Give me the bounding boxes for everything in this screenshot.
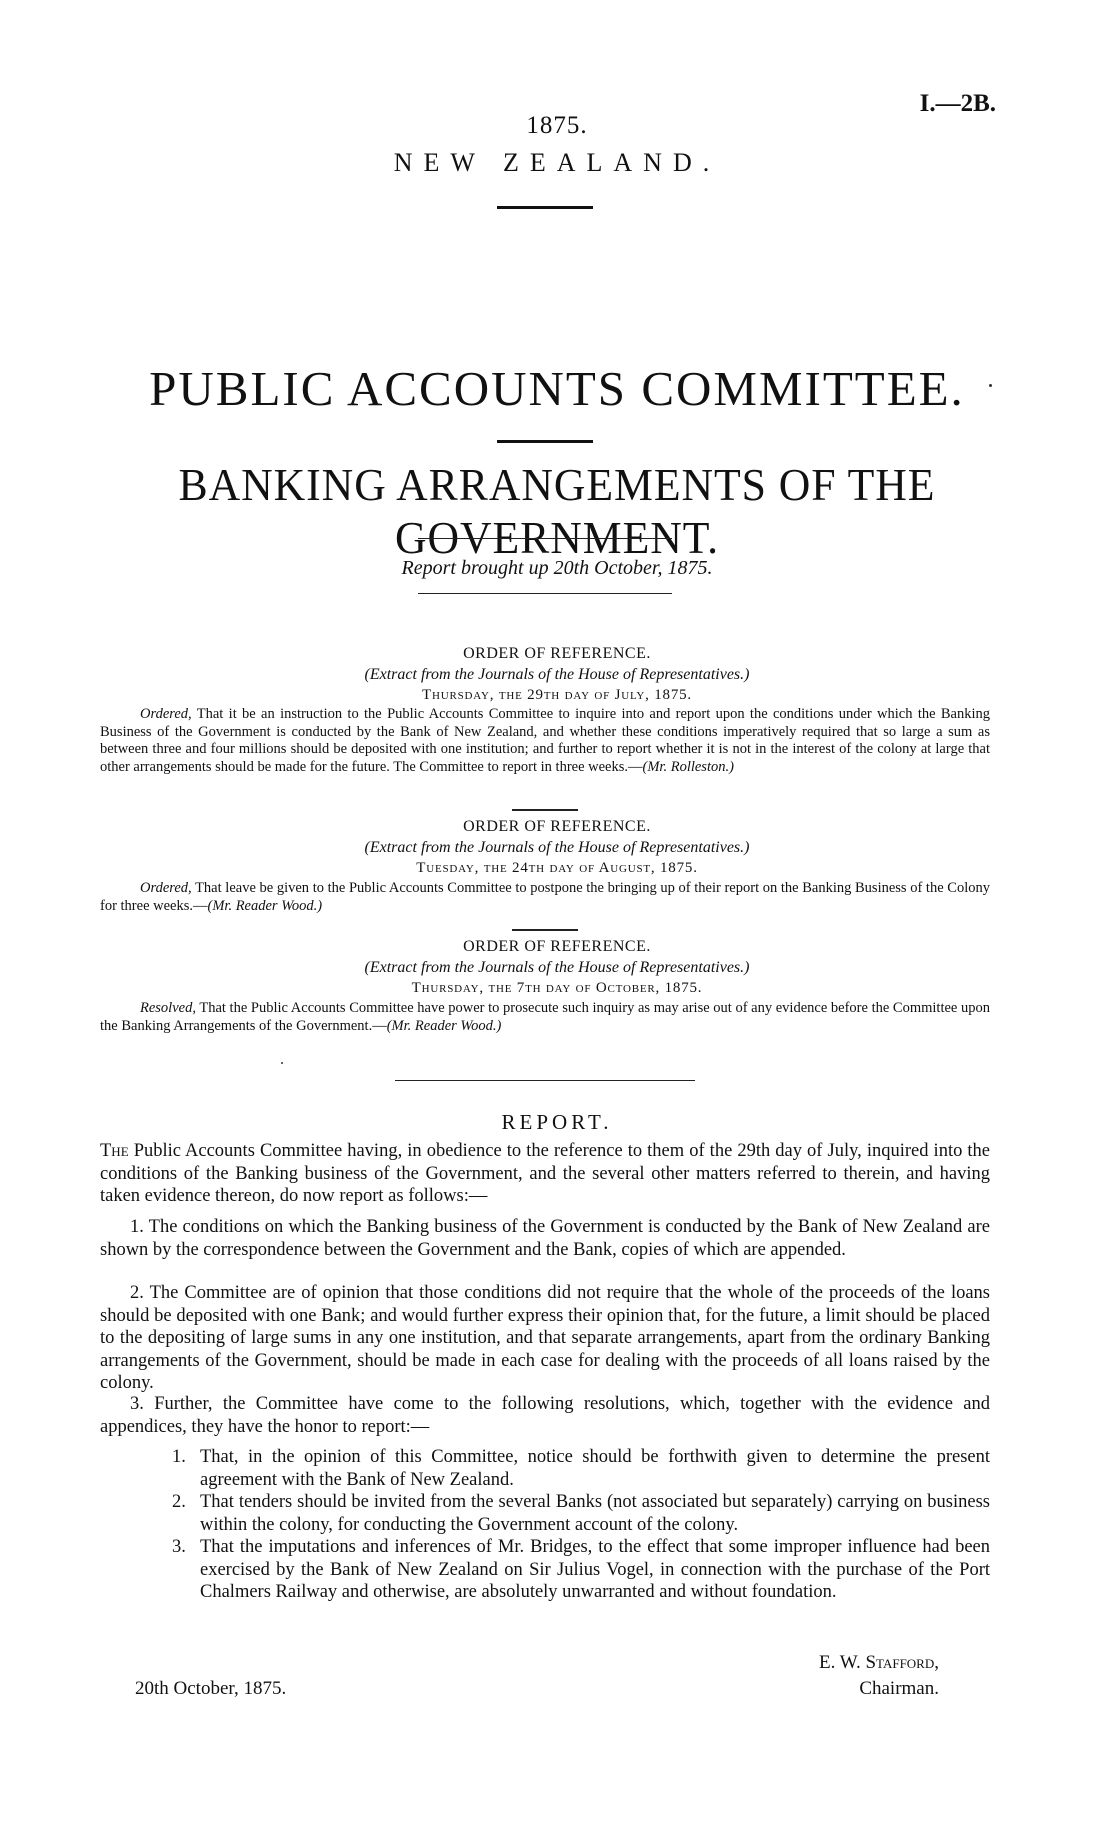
order-separator-1 xyxy=(512,809,578,811)
signature-title: Chairman. xyxy=(859,1678,939,1699)
order-extract-3: (Extract from the Journals of the House of Representatives.) xyxy=(364,959,750,976)
rule-below-report-line xyxy=(418,593,672,594)
order-mover-2: (Mr. Reader Wood.) xyxy=(207,897,323,914)
order-body-1: That it be an instruction to the Public Accounts Committee to inquire into and report upon the conditions under which the Banking Business of the Government is conducted by the Bank of New Zealand, and whether these conditions imperatively required that so large a sum as between three and four millions should be deposited with one institution; and further to report whether it is not in the interest of the colony at large that other arrangements should be made for the future. The Committee to report in three weeks.— xyxy=(100,706,990,775)
order-body-2: That leave be given to the Public Accounts Committee to postpone the bringing up of their report on the Banking Business of the Colony for three weeks.— xyxy=(100,880,990,914)
order-extract-1: (Extract from the Journals of the House of Representatives.) xyxy=(364,666,750,683)
order-text-1 xyxy=(100,706,990,776)
report-intro xyxy=(100,1140,990,1208)
resolution-text: That, in the opinion of this Committee, notice should be forthwith given to determine the present agreement with the Bank of New Zealand. xyxy=(200,1447,990,1490)
resolution-text: That the imputations and inferences of Mr. Bridges, to the effect that some improper influence had been exercised by the Bank of New Zealand on Sir Julius Vogel, in connection with the purchase of the Port Chalmers Railway and otherwise, are absolutely unwarranted and without foundation. xyxy=(200,1537,990,1602)
resolution-number: 1. xyxy=(172,1447,186,1467)
order-text-3 xyxy=(100,1000,990,1035)
resolution-number: 2. xyxy=(172,1492,186,1512)
paper-number: I.—2B. xyxy=(919,90,996,117)
section-rule xyxy=(395,1080,695,1081)
resolution-item xyxy=(172,1491,990,1536)
resolution-number: 3. xyxy=(172,1537,186,1557)
order-mover-3: (Mr. Reader Wood.) xyxy=(386,1017,502,1034)
report-intro-text: Public Accounts Committee having, in obedience to the reference to them of the 29th day of July, inquired into the conditions of the Banking business of the Government, and the several other matters referred to therein, and having taken evidence thereon, do now report as follows:— xyxy=(100,1141,991,1206)
resolution-text: That tenders should be invited from the several Banks (not associated but separately) carrying on business within the colony, for conducting the Government account of the colony. xyxy=(200,1492,990,1535)
order-lead-3: Resolved, xyxy=(140,1000,196,1016)
report-heading: REPORT. xyxy=(501,1110,613,1134)
report-brought-up-line xyxy=(0,557,1114,580)
report-brought-text: Report brought up 20th October, 1875. xyxy=(401,557,713,579)
resolution-item xyxy=(172,1446,990,1491)
order-lead-1: Ordered, xyxy=(140,706,192,722)
order-heading-2: ORDER OF REFERENCE. xyxy=(463,818,651,835)
order-extract-2: (Extract from the Journals of the House of Representatives.) xyxy=(364,839,750,856)
order-date-3: Thursday, the 7th day of October, 1875. xyxy=(411,980,703,996)
order-heading-1: ORDER OF REFERENCE. xyxy=(463,645,651,662)
title-rule xyxy=(497,440,593,443)
resolution-item xyxy=(172,1536,990,1604)
order-text-2 xyxy=(100,880,990,915)
report-date: 20th October, 1875. xyxy=(135,1678,287,1699)
resolutions-list xyxy=(172,1446,990,1604)
rule-above-report-line xyxy=(418,538,672,539)
header-rule xyxy=(497,206,593,209)
order-mover-1: (Mr. Rolleston.) xyxy=(642,758,734,775)
order-separator-2 xyxy=(512,929,578,931)
report-intro-lead: The xyxy=(100,1141,129,1161)
print-speck xyxy=(989,384,992,387)
sub-title: BANKING ARRANGEMENTS OF THE GOVERNMENT. xyxy=(178,459,936,563)
print-speck xyxy=(281,1062,283,1064)
order-heading-3: ORDER OF REFERENCE. xyxy=(463,938,651,955)
order-body-3: That the Public Accounts Committee have power to prosecute such inquiry as may arise out of any evidence before the Committee upon the Banking Arrangements of the Government.— xyxy=(100,1000,990,1034)
order-date-2: Tuesday, the 24th day of August, 1875. xyxy=(416,860,698,876)
year: 1875. xyxy=(526,112,588,139)
report-paragraph-3: 3. Further, the Committee have come to the following resolutions, which, together with the evidence and appendices, they have the honor to report:— xyxy=(100,1394,990,1437)
report-paragraph-2: 2. The Committee are of opinion that those conditions did not require that the whole of the proceeds of the loans should be deposited with one Bank; and would further express their opinion that, for the future, a limit should be placed to the depositing of large sums in any one institution, and that separate arrangements, apart from the ordinary Banking arrangements of the Government, should be made in each case for dealing with the proceeds of all loans raised by the colony. xyxy=(100,1283,990,1393)
order-date-1: Thursday, the 29th day of July, 1875. xyxy=(422,687,692,703)
main-title: PUBLIC ACCOUNTS COMMITTEE. xyxy=(149,361,965,416)
country-heading: NEW ZEALAND. xyxy=(393,148,721,177)
report-paragraph-1: 1. The conditions on which the Banking business of the Government is conducted by the Bank of New Zealand are shown by the correspondence between the Government and the Bank, copies of which are appended. xyxy=(100,1217,990,1260)
order-lead-2: Ordered, xyxy=(140,880,192,896)
signature-name: E. W. Stafford, xyxy=(819,1652,939,1673)
